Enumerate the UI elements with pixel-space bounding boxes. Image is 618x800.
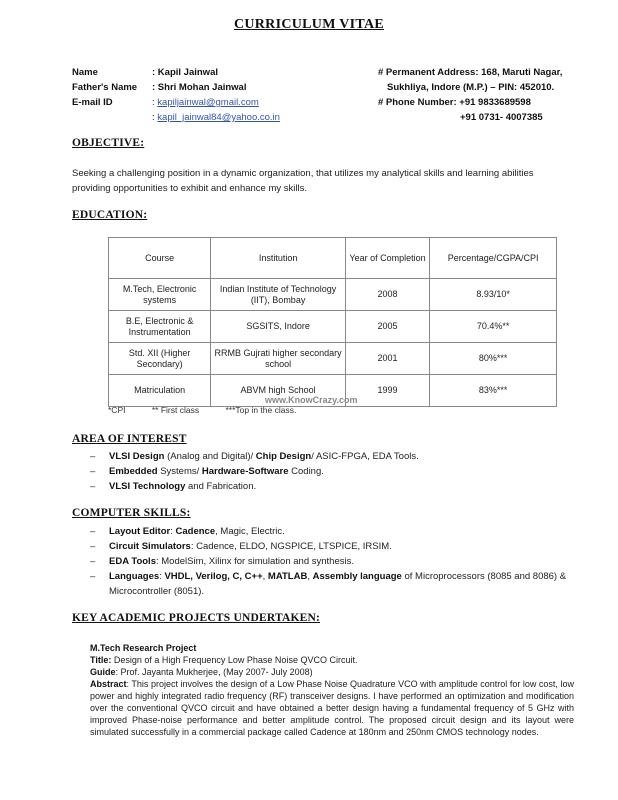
cell-year: 1999 bbox=[345, 375, 429, 407]
list-item: – VLSI Technology and Fabrication. bbox=[90, 481, 257, 492]
father-value: : Shri Mohan Jainwal bbox=[152, 82, 247, 93]
cell-score: 80%*** bbox=[430, 343, 557, 375]
project-block bbox=[90, 642, 574, 738]
list-item: – VLSI Design (Analog and Digital)/ Chip Design/ ASIC-FPGA, EDA Tools. bbox=[90, 451, 419, 462]
objective-text: Seeking a challenging position in a dynamic organization, that utilizes my analytical skills and learning abilities providing opportunities to exhibit and enhance my skills. bbox=[72, 168, 534, 194]
education-footnotes bbox=[108, 405, 320, 415]
education-table bbox=[108, 237, 557, 407]
dash-bullet-icon: – bbox=[90, 481, 96, 492]
dash-bullet-icon: – bbox=[90, 526, 96, 537]
cell-score: 70.4%** bbox=[430, 311, 557, 343]
list-item: – Circuit Simulators: Cadence, ELDO, NGSPICE, LTSPICE, IRSIM. bbox=[90, 541, 392, 552]
list-item: – Embedded Systems/ Hardware-Software Coding. bbox=[90, 466, 324, 477]
cell-year: 2001 bbox=[345, 343, 429, 375]
name-label: Name bbox=[72, 67, 98, 78]
projects-heading: KEY ACADEMIC PROJECTS UNDERTAKEN: bbox=[72, 612, 321, 624]
personal-info bbox=[72, 65, 372, 125]
cell-year: 2008 bbox=[345, 279, 429, 311]
email-row-1 bbox=[152, 95, 259, 110]
list-item: – Layout Editor: Cadence, Magic, Electric. bbox=[90, 526, 285, 537]
cell-year: 2005 bbox=[345, 311, 429, 343]
footnote-cpi: *CPI bbox=[108, 405, 126, 415]
watermark: www.KnowCrazy.com bbox=[265, 395, 358, 405]
cell-score: 83%*** bbox=[430, 375, 557, 407]
table-row bbox=[109, 343, 557, 375]
cell-institution: SGSITS, Indore bbox=[211, 311, 345, 343]
phone-line-1: # Phone Number: +91 9833689598 bbox=[378, 97, 531, 108]
cell-score: 8.93/10* bbox=[430, 279, 557, 311]
header-institution: Institution bbox=[211, 238, 345, 279]
dash-bullet-icon: – bbox=[90, 451, 96, 462]
footnote-first-class: ** First class bbox=[151, 405, 200, 415]
interest-heading: AREA OF INTEREST bbox=[72, 433, 187, 445]
table-row bbox=[109, 311, 557, 343]
phone-line-2: +91 0731- 4007385 bbox=[460, 112, 543, 123]
email-row-2 bbox=[152, 110, 280, 125]
dash-bullet-icon: – bbox=[90, 556, 96, 567]
cell-institution: ABVM high School bbox=[211, 375, 345, 407]
email-label: E-mail ID bbox=[72, 97, 113, 108]
address-line-2: Sukhliya, Indore (M.P.) – PIN: 452010. bbox=[387, 82, 555, 93]
cell-course: M.Tech, Electronic systems bbox=[109, 279, 211, 311]
project-guide-line: Guide: Prof. Jayanta Mukherjee, (May 2007- July 2008) bbox=[90, 667, 313, 677]
header-course: Course bbox=[109, 238, 211, 279]
dash-bullet-icon: – bbox=[90, 466, 96, 477]
email-link-2[interactable]: kapil_jainwal84@yahoo.co.in bbox=[157, 112, 280, 123]
project-title-line: Title: Design of a High Frequency Low Phase Noise QVCO Circuit. bbox=[90, 655, 358, 665]
project-title: M.Tech Research Project bbox=[90, 643, 197, 653]
project-abstract: Abstract: This project involves the design of a Low Phase Noise Quadrature VCO with amplitude control for low cost, low power and highly integrated radio frequency (RF) transceiver designs. I have performed an optimization and modification over the conventional QVCO circuit and have obtained a better design having a fundamental frequency of 5 GHz with improved Phase-noise performance and better amplitude control. The proposed circuit design and its layout were simulated successfully in a commercial package called Cadence at 180nm and 250nm CMOS technology nodes. bbox=[90, 679, 574, 737]
father-label: Father's Name bbox=[72, 82, 138, 93]
list-item: – EDA Tools: ModelSim, Xilinx for simulation and synthesis. bbox=[90, 556, 354, 567]
table-header-row bbox=[109, 238, 557, 279]
interest-list bbox=[90, 449, 580, 494]
email-link-1[interactable]: kapiljainwal@gmail.com bbox=[157, 97, 259, 108]
footnote-top: ***Top in the class. bbox=[225, 405, 297, 415]
education-heading: EDUCATION: bbox=[72, 209, 148, 221]
email-prefix: : bbox=[152, 97, 158, 108]
email-prefix-2: : bbox=[152, 112, 158, 123]
cell-course: Std. XII (Higher Secondary) bbox=[109, 343, 211, 375]
cell-course: B.E, Electronic & Instrumentation bbox=[109, 311, 211, 343]
dash-bullet-icon: – bbox=[90, 571, 96, 582]
cell-institution: RRMB Gujrati higher secondary school bbox=[211, 343, 345, 375]
address-line-1: # Permanent Address: 168, Maruti Nagar, bbox=[378, 67, 563, 78]
cell-course: Matriculation bbox=[109, 375, 211, 407]
cell-institution: Indian Institute of Technology (IIT), Bombay bbox=[211, 279, 345, 311]
skills-list bbox=[90, 524, 580, 599]
name-value: : Kapil Jainwal bbox=[152, 67, 218, 78]
page-title: CURRICULUM VITAE bbox=[233, 17, 385, 32]
header-year: Year of Completion bbox=[345, 238, 429, 279]
list-item: – Languages: VHDL, Verilog, C, C++, MATLAB, Assembly language of Microprocessors (8085 and 8086) & Microcontroller (8051). bbox=[90, 571, 567, 597]
table-row bbox=[109, 279, 557, 311]
dash-bullet-icon: – bbox=[90, 541, 96, 552]
objective-heading: OBJECTIVE: bbox=[72, 137, 145, 149]
header-score: Percentage/CGPA/CPI bbox=[430, 238, 557, 279]
skills-heading: COMPUTER SKILLS: bbox=[72, 507, 191, 519]
